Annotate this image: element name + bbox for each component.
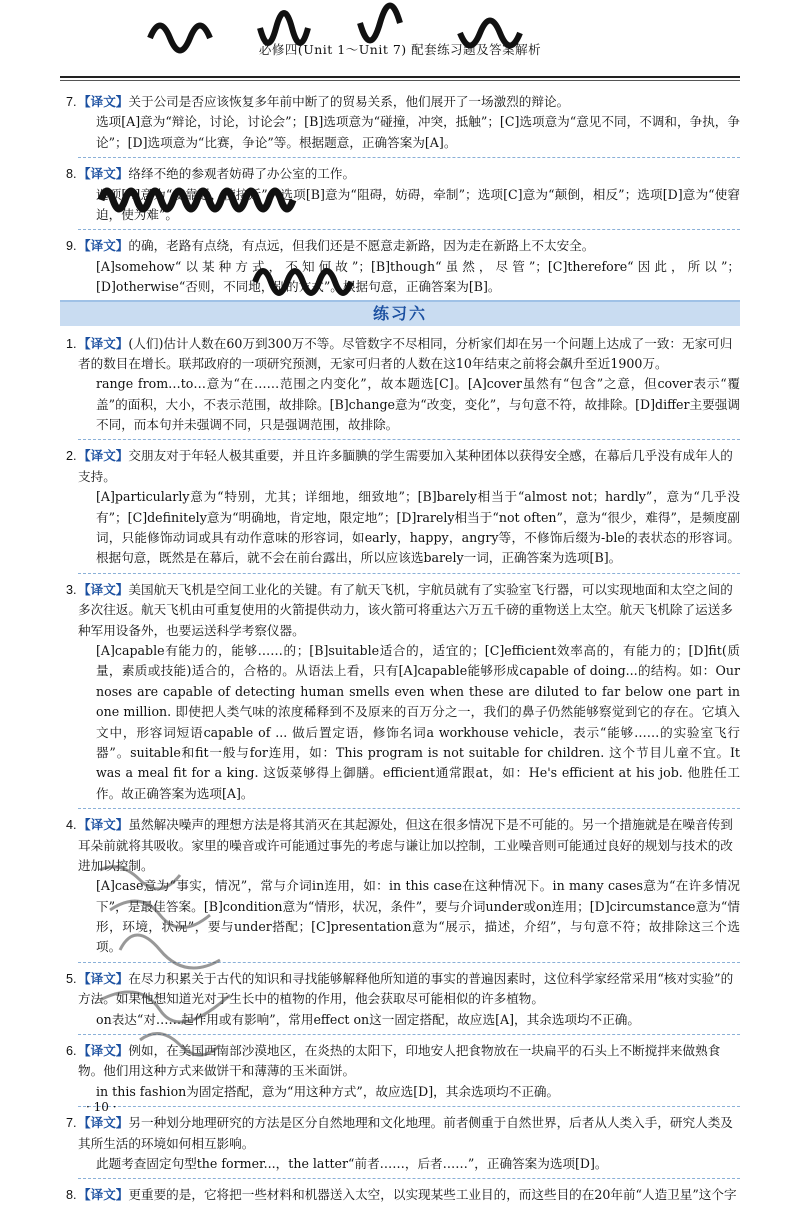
answer-item-6 [66, 1041, 740, 1102]
answer-item-8 [66, 1185, 740, 1205]
item-number: 7. [66, 95, 77, 109]
item-translation [78, 580, 740, 641]
answer-item-8-top [66, 164, 740, 225]
item-translation [78, 969, 740, 1010]
translation-tag: 【译文】 [78, 167, 129, 182]
answer-item-1 [66, 334, 740, 436]
translation-text: (人们)估计人数在60万到300万不等。尽管数字不尽相同，分析家们却在另一个问题上达成了一致：无家可归者的数目在增长。联邦政府的一项研究预测，无家可归者的人数在这10年结束之前将会飙升至近1900万。 [78, 335, 733, 371]
header-rule-thin [60, 80, 740, 81]
item-translation [78, 236, 740, 256]
translation-text: 在尽力积累关于古代的知识和寻找能够解释他所知道的事实的普遍因素时，这位科学家经常采用“核对实验”的方法。如果他想知道光对于生长中的植物的作用，他会获取尽可能相似的许多植物。 [78, 970, 734, 1007]
item-explanation: [A]particularly意为“特别，尤其；详细地，细致地”；[B]barely相当于“almost not；hardly”，意为“几乎没有”；[C]definitely意为“明确地，肯定地，限定地”；[D]rarely相当于“not often”，意为“很少，难得”，是频度副词，只能修饰动词或具有动作意味的形容词，如early，happy，angry等，不修饰后缀为-ble的表状态的形容词。根据句意，既然是在幕后，就不会在前台露出，所以应该选barely一词，正确答案为选项[B]。 [96, 489, 740, 566]
translation-tag: 【译文】 [78, 449, 129, 464]
item-number: 9. [66, 239, 77, 254]
answer-item-2 [66, 446, 740, 568]
item-number: 8. [66, 1188, 77, 1203]
item-number: 1. [66, 336, 77, 351]
translation-text: 另一种划分地理研究的方法是区分自然地理和文化地理。前者侧重于自然世界，后者从人类入手，研究人类及其所生活的环境如何相互影响。 [78, 1115, 733, 1151]
item-translation [78, 334, 740, 375]
item-explanation: [A]case意为“事实，情况”，常与介词in连用，如：in this case在这种情况下。in many cases意为“在许多情况下”，是最佳答案。[B]condition意为“情形，状况，条件”，要与介词under或on连用；[D]circumstance意为“情形，环境，状况”，要与under搭配；[C]presentation意为“展示，描述，介绍”，与句意不符；故排除这三个选项。 [96, 878, 740, 955]
translation-tag: 【译文】 [78, 336, 129, 351]
item-number: 4. [66, 818, 77, 833]
translation-tag: 【译文】 [78, 818, 129, 833]
item-explanation: 选项[A]意为“辩论，讨论，讨论会”；[B]选项意为“碰撞，冲突，抵触”；[C]选项意为“意见不同，不调和，争执，争论”；[D]选项意为“比赛，争论”等。根据题意，正确答案为[A]。 [96, 114, 740, 150]
item-translation [78, 446, 740, 487]
item-explanation: [A]capable有能力的，能够……的；[B]suitable适合的，适宜的；[C]efficient效率高的，有能力的；[D]fit(质量，素质或技能)适合的，合格的。从语法上看，只有[A]capable能够形成capable of doing...的结构。如：Our noses are capable of detecting human smells even when these are diluted to far below one part in one million. 即使把人类气味的浓度稀释到不及原来的百万分之一，我们的鼻子仍然能够察觉到它的存在。它填入文中，形容词短语capable of ... 做后置定语，修饰名词a workhouse vehicle，表示“能够……的实验室飞行器”。suitable和fit一般与for连用，如：This program is not suitable for children. 这个节目儿童不宜。It was a meal fit for a king. 这饭菜够得上御膳。efficient通常跟at，如：He's efficient at his job. 他胜任工作。故正确答案为选项[A]。 [96, 642, 740, 801]
translation-tag: 【译文】 [78, 1116, 129, 1131]
translation-tag: 【译文】 [78, 239, 129, 254]
item-explanation: 此题考查固定句型the former...，the latter“前者……，后者……”，正确答案为选项[D]。 [96, 1155, 608, 1171]
running-header: 必修四(Unit 1～Unit 7) 配套练习题及答案解析 [258, 42, 542, 57]
item-explanation: [A]somehow“以某种方式，不知何故”；[B]though“虽然，尽管”；[C]therefore“因此，所以”；[D]otherwise“否则，不同地，别的方式”。根据句意，正确答案为[B]。 [96, 258, 740, 295]
translation-tag: 【译文】 [78, 1188, 129, 1203]
item-divider [78, 1178, 740, 1179]
item-number: 8. [66, 167, 77, 182]
answer-item-9-top [66, 236, 740, 297]
translation-tag: 【译文】 [78, 971, 129, 986]
item-divider [78, 229, 740, 230]
item-explanation: on表达“对……起作用或有影响”，常用effect on这一固定搭配，故应选[A]，其余选项均不正确。 [96, 1011, 640, 1027]
item-translation [78, 1113, 740, 1154]
translation-text: 关于公司是否应该恢复多年前中断了的贸易关系，他们展开了一场激烈的辩论。 [128, 94, 570, 109]
header-rule [60, 76, 740, 78]
item-divider [78, 439, 740, 440]
translation-tag: 【译文】 [78, 582, 129, 597]
item-translation [78, 815, 740, 876]
page-number: · 10 · [86, 1100, 117, 1114]
translation-text: 络绎不绝的参观者妨碍了办公室的工作。 [128, 166, 356, 182]
item-translation [78, 1041, 740, 1082]
item-explanation: in this fashion为固定搭配，意为“用这种方式”，故应选[D]，其余选项均不正确。 [96, 1083, 560, 1099]
item-number: 7. [66, 1116, 77, 1131]
translation-text: 交朋友对于年轻人极其重要，并且许多腼腆的学生需要加入某种团体以获得安全感，在幕后几乎没有成年人的支持。 [78, 448, 733, 484]
item-translation [78, 92, 740, 112]
translation-text: 虽然解决噪声的理想方法是将其消灭在其起源处，但这在很多情况下是不可能的。另一个措施就是在噪音传到耳朵前就将其吸收。家里的噪音或许可能通过事先的考虑与谦让加以控制，工业噪音则可能通过良好的规划与技术的改进加以控制。 [78, 817, 733, 873]
translation-text: 例如，在美国西南部沙漠地区，在炎热的太阳下，印地安人把食物放在一块扁平的石头上不断搅拌来做熟食物。他们用这种方式来做饼干和薄薄的玉米面饼。 [78, 1043, 721, 1079]
item-divider [78, 573, 740, 574]
item-divider [78, 1034, 740, 1035]
translation-text: 更重要的是，它将把一些材料和机器送入太空，以实现某些工业目的，而这些目的在20年前“人造卫星”这个字 [128, 1187, 737, 1203]
item-divider [78, 157, 740, 158]
answer-item-5 [66, 969, 740, 1030]
section-header-bar [60, 300, 740, 326]
item-number: 6. [66, 1044, 77, 1059]
answer-item-7 [66, 1113, 740, 1174]
answer-item-3 [66, 580, 740, 804]
item-explanation: range from…to…意为“在……范围之内变化”，故本题选[C]。[A]cover虽然有“包含”之意，但cover表示“覆盖”的面积，大小，不表示范围，故排除。[B]change意为“改变，变化”，与句意不符，故排除。[D]differ主要强调不同，而本句并未强调不同，只是强调范围，故排除。 [96, 376, 740, 433]
translation-text: 的确，老路有点绕，有点远，但我们还是不愿意走新路，因为走在新路上不太安全。 [128, 238, 595, 254]
item-explanation: 选项[A]意为“使靠近，使接近”；选项[B]意为“阻碍，妨碍，牵制”；选项[C]意为“颠倒，相反”；选项[D]意为“使窘迫，使为难”。 [96, 186, 740, 222]
section-title: 练习六 [372, 303, 427, 323]
item-translation [78, 1185, 740, 1205]
translation-tag: 【译文】 [78, 1044, 129, 1059]
answer-item-7-top [66, 92, 740, 153]
translation-text: 美国航天飞机是空间工业化的关键。有了航天飞机，宇航员就有了实验室飞行器，可以实现地面和太空之间的多次往返。航天飞机由可重复使用的火箭提供动力，该火箭可将重达六万五千磅的重物送上太空。航天飞机除了运送多种军用设备外，也要运送科学考察仪器。 [78, 581, 733, 638]
item-number: 2. [66, 449, 77, 464]
item-number: 5. [66, 971, 77, 986]
page-content [66, 92, 740, 1208]
item-divider [78, 962, 740, 963]
item-divider [78, 808, 740, 809]
translation-tag: 【译文】 [78, 95, 129, 109]
item-translation [78, 164, 740, 184]
answer-item-4 [66, 815, 740, 958]
item-divider [78, 1106, 740, 1107]
item-number: 3. [66, 582, 77, 597]
